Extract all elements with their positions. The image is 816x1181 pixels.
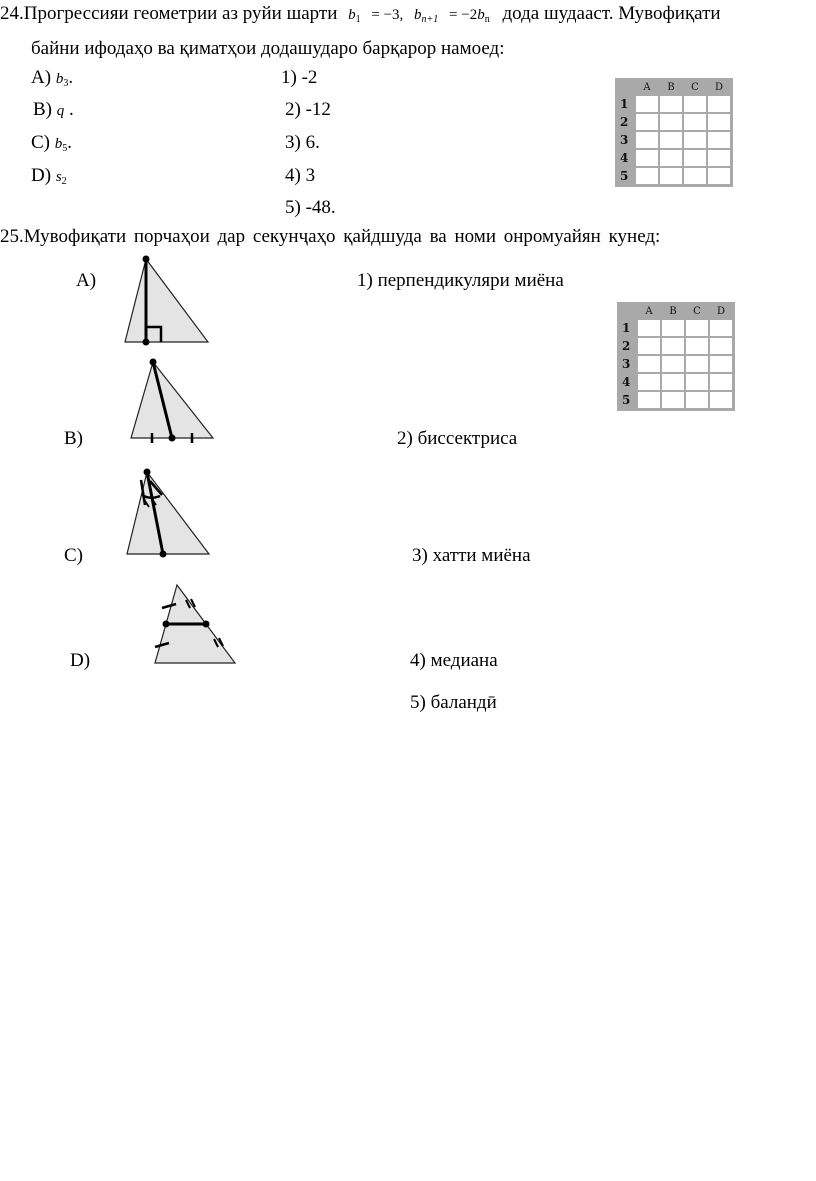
grid-col-b: B bbox=[669, 306, 677, 317]
triangle-midline bbox=[155, 585, 235, 663]
q24-cond-bn1: $b_{n+1}$ bbox=[414, 7, 439, 25]
grid-col-a: A bbox=[645, 306, 653, 317]
q25-answer-4: 4) медиана bbox=[410, 650, 498, 671]
q25-answer-3: 3) хатти миёна bbox=[412, 545, 531, 566]
q25-option-a: A) bbox=[76, 270, 97, 291]
q25-answer-5: 5) баландӣ bbox=[410, 692, 497, 713]
q25-text: Мувофиқати порчаҳои дар секунҷаҳо қайдшуда ва номи онромуайян кунед: bbox=[23, 226, 661, 247]
q24-cond-eq1: = −3 bbox=[371, 7, 400, 23]
q24-cond-b1: $b_1$ bbox=[348, 7, 361, 25]
q24-answer-4: 4) 3 bbox=[285, 165, 316, 186]
q24-option-c: C) $b_5$. bbox=[31, 132, 72, 154]
grid-col-b: B bbox=[667, 82, 675, 93]
q24-answer-3: 3) 6. bbox=[285, 132, 320, 153]
grid-row: 1 bbox=[619, 319, 733, 337]
grid-col-c: C bbox=[693, 306, 701, 317]
triangle-bisector bbox=[127, 469, 209, 558]
grid-row: 4 bbox=[617, 149, 731, 167]
grid-row: 2 bbox=[617, 113, 731, 131]
grid-col-d: D bbox=[714, 82, 724, 93]
q24-answer-2: 2) -12 bbox=[285, 99, 331, 120]
q24-text-2: дода шудааст. Мувофиқати bbox=[502, 3, 721, 24]
q24-cond-comma: , bbox=[399, 7, 404, 23]
q25-option-c: C) bbox=[64, 545, 83, 566]
grid-row: 3 bbox=[617, 131, 731, 149]
grid-row: 4 bbox=[619, 373, 733, 391]
q24-text-1: Прогрессияи геометрии аз руйи шарти bbox=[23, 3, 338, 24]
q25-option-b: B) bbox=[64, 428, 83, 449]
q25-answer-1: 1) перпендикуляри миёна bbox=[357, 270, 564, 291]
triangle-altitude bbox=[125, 256, 208, 346]
q24-option-b: B) q . bbox=[33, 99, 74, 120]
grid-col-d: D bbox=[716, 306, 726, 317]
grid-row: 1 bbox=[617, 95, 731, 113]
q24-number: 24. bbox=[0, 3, 24, 24]
grid-row: 2 bbox=[619, 337, 733, 355]
q24-option-a: A) $b_3$. bbox=[31, 67, 74, 89]
q24-answer-1: 1) -2 bbox=[281, 67, 318, 88]
grid-row: 5 bbox=[619, 391, 733, 409]
grid-row: 3 bbox=[619, 355, 733, 373]
triangle-median bbox=[131, 359, 213, 444]
q24-option-d: D) $s_2$ bbox=[31, 165, 67, 187]
grid-row: 5 bbox=[617, 167, 731, 185]
q25-answer-2: 2) биссектриса bbox=[397, 428, 518, 449]
q24-line2: байни ифодаҳо ва қиматҳои додашударо барқарор намоед: bbox=[31, 38, 505, 59]
grid-col-c: C bbox=[691, 82, 699, 93]
q25-option-d: D) bbox=[70, 650, 91, 671]
q24-answer-5: 5) -48. bbox=[285, 197, 336, 218]
grid-col-a: A bbox=[643, 82, 651, 93]
q25-number: 25. bbox=[0, 226, 24, 247]
q24-cond-eq2: = $-2b_n$ bbox=[449, 7, 490, 25]
